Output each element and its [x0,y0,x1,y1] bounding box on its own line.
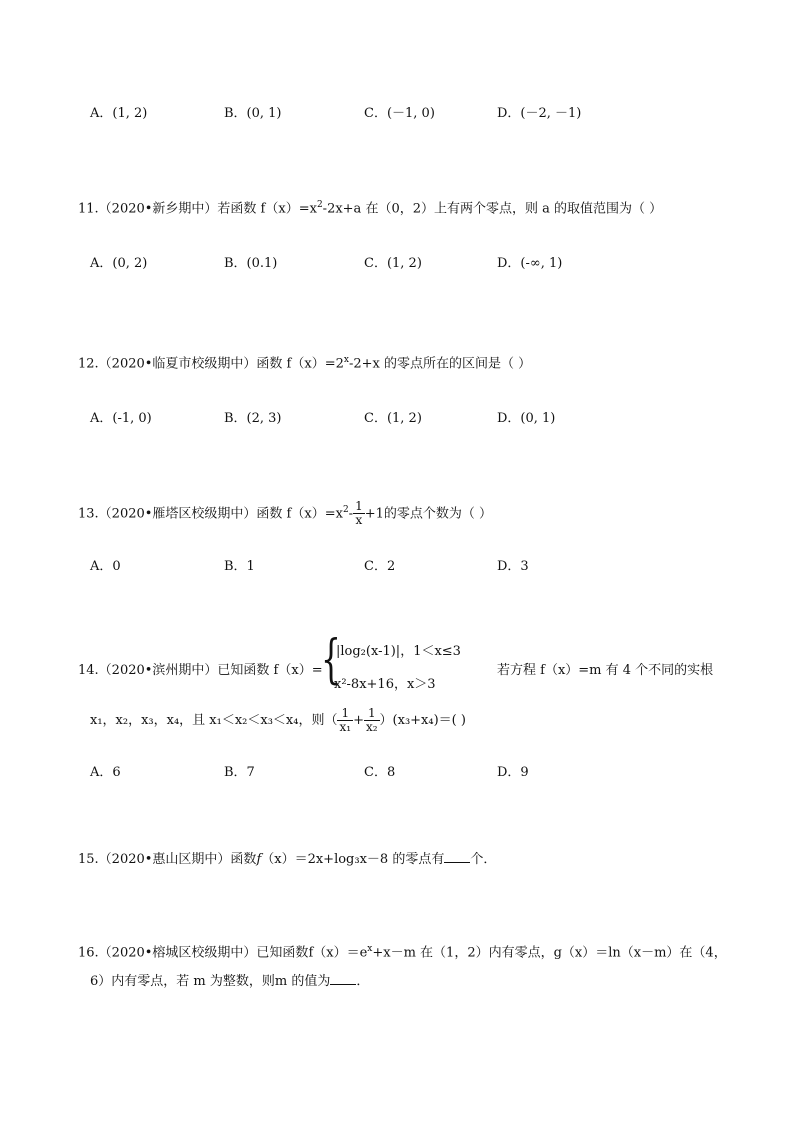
q11-option-c: C．(1, 2) [364,256,422,271]
q11-stem [78,196,662,218]
q12-prefix: 12.（2020•临夏市校级期中）函数 f（x）=2 [78,356,344,372]
q14-option-d: D．9 [497,765,529,780]
q15-a: 15.（2020•惠山区期中）函数 [78,852,257,867]
q15-b: （x）＝2x+log₃x－8 的零点有 [261,852,445,867]
q14-frac2-num: 1 [364,707,380,721]
q12-sup: x [343,355,349,365]
q11-prefix: 11.（2020•新乡期中）若函数 f（x）=x [78,201,317,217]
q12-option-d: D．(0, 1) [497,411,556,426]
q14-case2: x²-8x+16，x＞3 [334,677,436,692]
q14-frac1-num: 1 [337,707,353,721]
q10-option-c: C．(－1, 0) [364,106,435,121]
q13-prefix: 13.（2020•雁塔区校级期中）函数 f（x）=x [78,506,343,522]
q15-stem [78,850,496,869]
q11-option-a: A．(0, 2) [90,256,148,271]
q14-tail: 若方程 f（x）=m 有 4 个不同的实根 [497,663,714,678]
q14-case1: |log₂(x-1)|，1＜x≤3 [336,644,461,659]
q14-option-c: C．8 [364,765,396,780]
q15-answer-blank[interactable] [444,850,470,863]
q13-option-b: B．1 [224,559,255,574]
q14-fraction-2 [364,707,380,734]
q16-answer-blank[interactable] [330,972,356,985]
q10-option-a: A．(1, 2) [90,106,148,121]
q14-line2 [90,706,466,736]
q13-minus: - [348,506,354,522]
q13-option-d: D．3 [497,559,529,574]
q16-line1-c: +x－m 在（1，2）内有零点，g（x）＝ln（x－m）在（4， [372,945,727,961]
piecewise-brace: { [321,630,341,690]
q16-line2-b: ． [356,974,370,989]
q13-stem [78,496,492,528]
q16-line2-a: 6）内有零点，若 m 为整数，则m 的值为 [90,974,331,989]
q13-option-a: A．0 [90,559,121,574]
q16-sup: x [367,944,373,954]
q15-c: 个． [470,852,497,867]
q14-option-a: A．6 [90,765,121,780]
q11-sup: 2 [316,200,323,210]
q14-frac2-den: x₂ [365,720,378,734]
q14-line2-b: ）(x₃+x₄)＝( ) [379,713,466,728]
q11-option-d: D．(-∞, 1) [497,256,563,271]
q16-line1-a: 16.（2020•榕城区校级期中）已知函数 [78,945,309,961]
q13-frac-den: x [355,513,363,528]
q13-frac-num: 1 [355,499,363,514]
q12-option-a: A．(-1, 0) [90,411,152,426]
q13-sup: 2 [342,505,349,515]
q10-option-d: D．(－2, －1) [497,106,582,121]
q14-fraction-1 [337,707,353,734]
q16-line1-b: f（x）＝e [308,945,368,961]
q11-option-b: B．(0.1) [224,256,278,271]
q11-middle: -2x+a 在（0，2）上有两个零点，则 a 的取值范围为（ ） [322,201,663,217]
q14-frac1-den: x₁ [339,720,352,734]
q12-middle: -2+x 的零点所在的区间是（ ） [348,356,532,372]
q12-option-c: C．(1, 2) [364,411,422,426]
q13-suffix: +1的零点个数为（ ） [364,506,493,522]
q14-prefix: 14.（2020•滨州期中）已知函数 f（x）= [78,663,323,678]
q15-f: f [256,852,262,867]
q16-line2 [90,972,369,991]
q12-option-b: B．(2, 3) [224,411,282,426]
q13-option-c: C．2 [364,559,396,574]
q13-fraction [353,500,365,527]
q10-option-b: B．(0, 1) [224,106,282,121]
q16-line1 [78,940,727,962]
q12-stem [78,351,531,373]
q14-line2-a: x₁，x₂，x₃，x₄，且 x₁＜x₂＜x₃＜x₄，则（ [90,713,338,728]
q14-option-b: B．7 [224,765,255,780]
q14-plus: + [353,713,364,728]
